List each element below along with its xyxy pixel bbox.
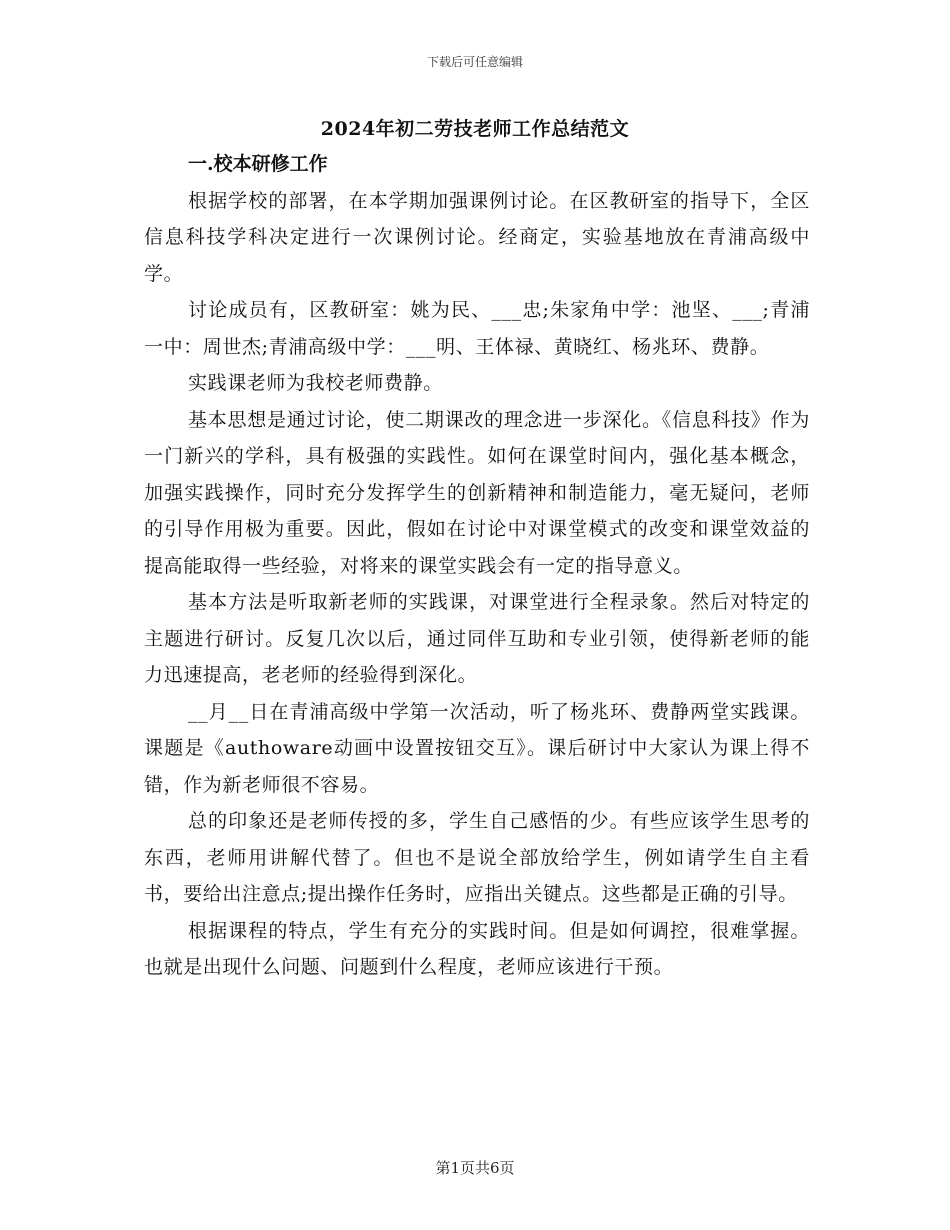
document-title: 2024年初二劳技老师工作总结范文 (320, 118, 630, 140)
section-heading: 一.校本研修工作 (188, 153, 328, 175)
paragraph: 实践课老师为我校老师费静。 (188, 372, 443, 394)
paragraph: __月__日在青浦高级中学第一次活动，听了杨兆环、费静两堂实践课。课题是《authoware动画中设置按钮交互》。课后研讨中大家认为课上得不错，作为新老师很不容易。 (144, 700, 810, 796)
page-header: 下载后可任意编辑 (426, 55, 523, 69)
paragraph: 讨论成员有，区教研室：姚为民、___忠;朱家角中学：池坚、___;青浦一中：周世杰;青浦高级中学：___明、王体禄、黄晓红、杨兆环、费静。 (144, 299, 810, 358)
paragraph: 根据课程的特点，学生有充分的实践时间。但是如何调控，很难掌握。也就是出现什么问题、问题到什么程度，老师应该进行干预。 (144, 919, 810, 978)
paragraph: 根据学校的部署，在本学期加强课例讨论。在区教研室的指导下，全区信息科技学科决定进行一次课例讨论。经商定，实验基地放在青浦高级中学。 (144, 189, 810, 285)
paragraph: 基本思想是通过讨论，使二期课改的理念进一步深化。《信息科技》作为一门新兴的学科，具有极强的实践性。如何在课堂时间内，强化基本概念，加强实践操作，同时充分发挥学生的创新精神和制造能力，毫无疑问，老师的引导作用极为重要。因此，假如在讨论中对课堂模式的改变和课堂效益的提高能取得一些经验，对将来的课堂实践会有一定的指导意义。 (144, 408, 810, 577)
page-footer: 第1页共6页 (435, 1159, 515, 1177)
document-body (144, 146, 810, 986)
paragraph: 基本方法是听取新老师的实践课，对课堂进行全程录象。然后对特定的主题进行研讨。反复几次以后，通过同伴互助和专业引领，使得新老师的能力迅速提高，老老师的经验得到深化。 (144, 591, 810, 686)
paragraph: 总的印象还是老师传授的多，学生自己感悟的少。有些应该学生思考的东西，老师用讲解代替了。但也不是说全部放给学生，例如请学生自主看书，要给出注意点;提出操作任务时，应指出关键点。这些都是正确的引导。 (144, 810, 810, 905)
